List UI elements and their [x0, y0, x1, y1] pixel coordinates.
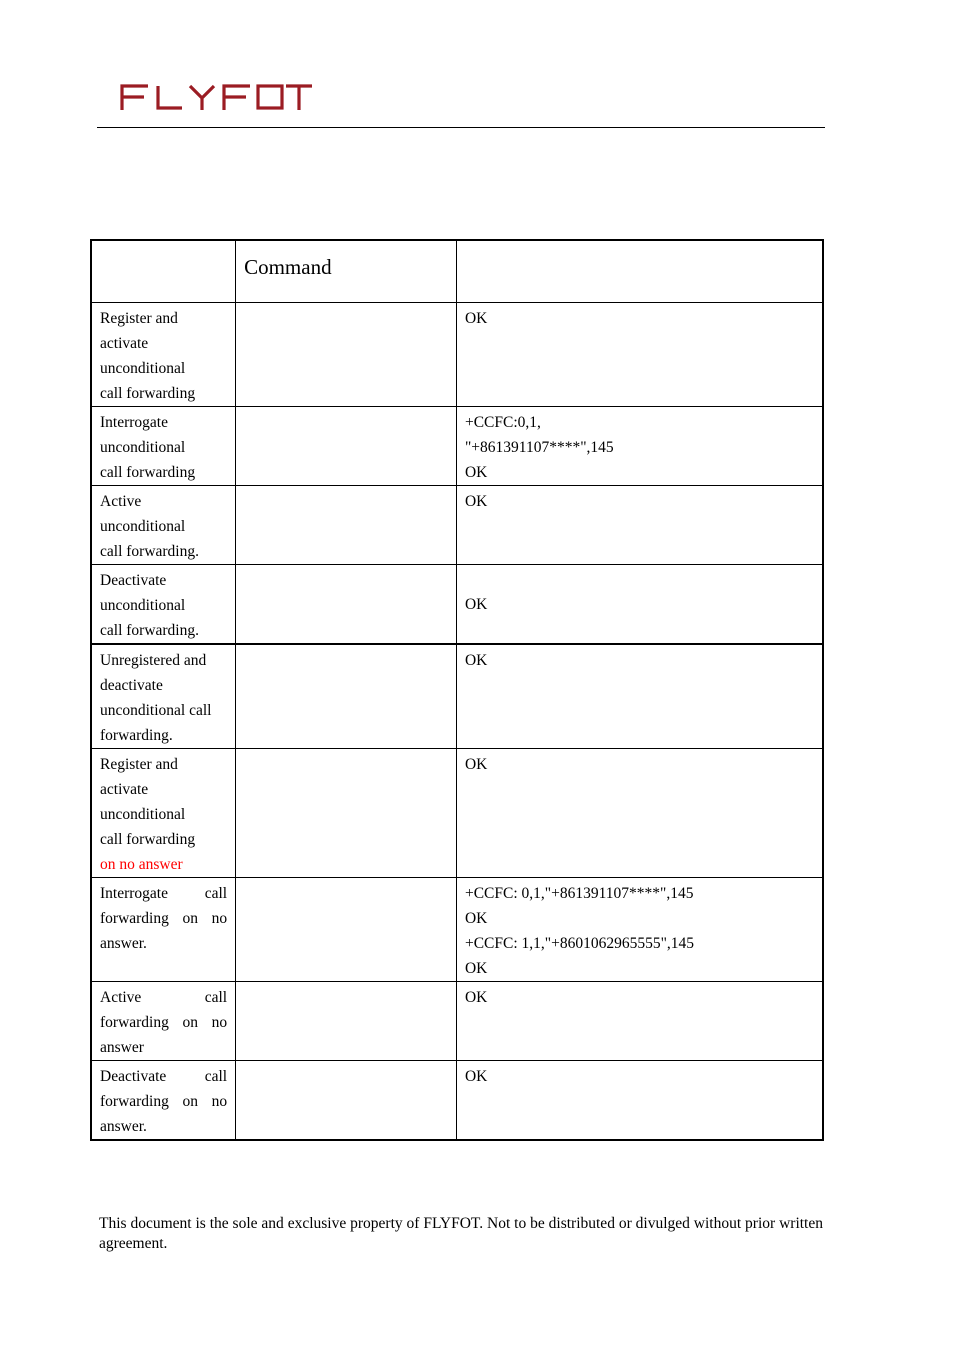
highlight-text: on no answer: [100, 856, 183, 873]
description-line: unconditional: [100, 518, 186, 535]
description-line: forwarding on no: [100, 1093, 228, 1110]
command-cell: [236, 1061, 457, 1141]
description-line: deactivate: [100, 677, 163, 694]
response-cell: [456, 407, 823, 486]
description-line: activate: [100, 335, 149, 352]
response-line: OK: [464, 310, 488, 327]
description-line: Deactivate call: [100, 1068, 228, 1085]
description-line: answer: [100, 1039, 144, 1056]
description-line: forwarding.: [100, 727, 173, 744]
response-line: +CCFC: 1,1,"+8601062965555",145: [464, 935, 695, 952]
response-line: OK: [464, 1068, 488, 1085]
description-cell: [91, 644, 236, 749]
command-cell: [236, 878, 457, 982]
header-cell-1: [91, 240, 236, 303]
description-line: call forwarding: [100, 464, 196, 481]
response-cell: [456, 878, 823, 982]
response-line: "+861391107****",145: [464, 439, 614, 456]
description-line: call forwarding: [100, 831, 196, 848]
table-row: [91, 1061, 823, 1141]
description-line: unconditional call: [100, 702, 212, 719]
response-line: OK: [464, 595, 488, 613]
description-line: unconditional: [100, 597, 186, 614]
description-line: Register and: [100, 310, 178, 327]
response-cell: [456, 644, 823, 749]
header-divider: [97, 127, 825, 128]
table-row: [91, 565, 823, 645]
table-row: [91, 982, 823, 1061]
response-line: OK: [464, 652, 488, 669]
description-line: call forwarding.: [100, 622, 199, 639]
table-row: [91, 749, 823, 878]
description-line: Deactivate: [100, 572, 167, 589]
response-line: +CCFC:0,1,: [464, 414, 541, 431]
table-row: [91, 878, 823, 982]
response-line: OK: [464, 493, 488, 510]
response-line: OK: [464, 910, 488, 927]
response-cell: [456, 565, 823, 645]
description-line: answer.: [100, 935, 147, 952]
response-cell: [456, 982, 823, 1061]
description-cell: [91, 407, 236, 486]
command-cell: [236, 407, 457, 486]
response-cell: [456, 486, 823, 565]
response-line: OK: [464, 989, 488, 1006]
response-line: OK: [464, 960, 488, 977]
header-cell-command: Command: [236, 240, 457, 303]
description-line: unconditional: [100, 439, 186, 456]
table-row: [91, 303, 823, 407]
header-cell-3: [456, 240, 823, 303]
description-line: unconditional: [100, 806, 186, 823]
description-line: Interrogate: [100, 414, 168, 431]
description-line: Interrogate call: [100, 885, 228, 902]
response-line: +CCFC: 0,1,"+861391107****",145: [464, 885, 694, 902]
description-cell: [91, 749, 236, 878]
command-cell: [236, 749, 457, 878]
table-row: [91, 407, 823, 486]
command-cell: [236, 644, 457, 749]
description-cell: [91, 486, 236, 565]
response-line: OK: [464, 464, 488, 481]
command-cell: [236, 982, 457, 1061]
description-line: activate: [100, 781, 149, 798]
command-cell: [236, 486, 457, 565]
description-cell: [91, 982, 236, 1061]
response-cell: [456, 1061, 823, 1141]
description-line: unconditional: [100, 360, 186, 377]
description-cell: [91, 878, 236, 982]
description-line: Unregistered and: [100, 652, 207, 669]
description-line: forwarding on no: [100, 1014, 228, 1031]
description-line: forwarding on no: [100, 910, 228, 927]
description-line: call forwarding.: [100, 543, 199, 560]
description-line: Active: [100, 493, 142, 510]
table-row: [91, 644, 823, 749]
description-line: call forwarding: [100, 385, 196, 402]
description-cell: [91, 303, 236, 407]
command-table: [90, 239, 824, 1141]
footer-disclaimer: This document is the sole and exclusive property of FLYFOT. Not to be distributed or divulged without prior written agreement.: [99, 1215, 823, 1252]
response-line: OK: [464, 756, 488, 773]
flyfot-logo: [118, 82, 314, 112]
description-line: Register and: [100, 756, 178, 773]
description-cell: [91, 1061, 236, 1141]
command-cell: [236, 303, 457, 407]
table-header-row: [91, 240, 823, 303]
table-row: [91, 486, 823, 565]
response-cell: [456, 303, 823, 407]
description-line: Active call: [100, 989, 228, 1006]
description-cell: [91, 565, 236, 645]
response-cell: [456, 749, 823, 878]
command-cell: [236, 565, 457, 645]
description-line: answer.: [100, 1118, 147, 1135]
